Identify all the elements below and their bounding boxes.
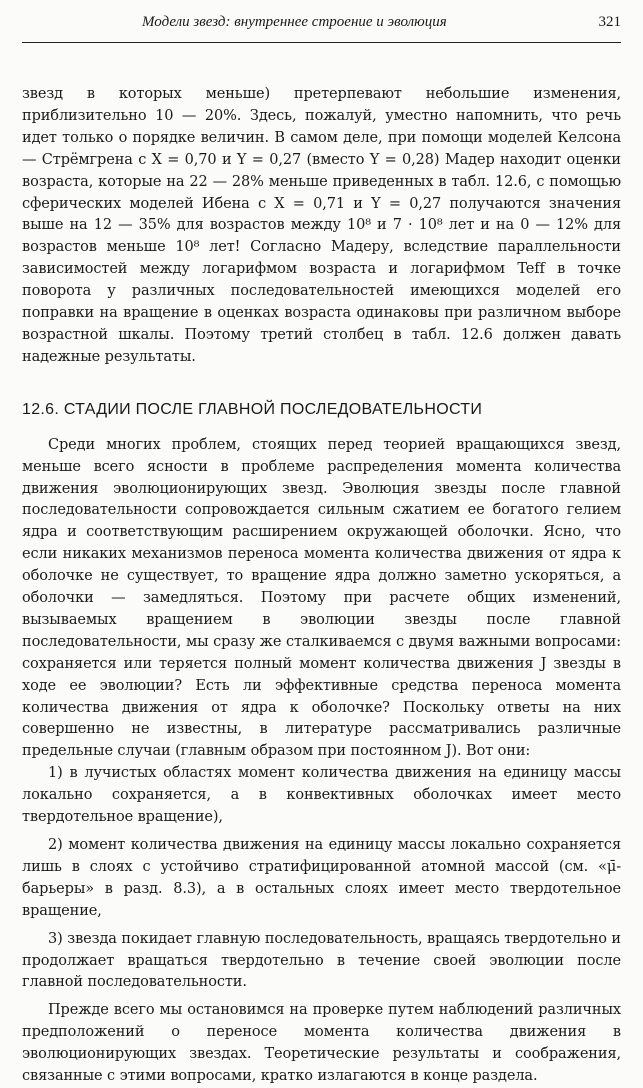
paragraph-intro: Среди многих проблем, стоящих перед теорией вращающихся звезд, меньше всего ясности в проблеме распределения момента количества движения эволюционирующих звезд. Эволюция звезды после главной последовательности сопровождается сильным сжатием ее богатого гелием ядра и соответствующим расширением окружающей оболочки. Ясно, что если никаких механизмов переноса момента количества движения от ядра к оболочке не существует, то вращение ядра должно заметно ускоряться, а оболочки — замедляться. Поэтому при расчете общих изменений, вызываемых вращением в эволюции звезды после главной последовательности, мы сразу же сталкиваемся с двумя важными вопросами: сохраняется или теряется полный момент количества движения J звезды в ходе ее эволюции? Есть ли эффективные средства переноса момента количества движения от ядра к оболочке? Поскольку ответы на них совершенно не известны, в литературе рассматривались различные предельные случаи (главным образом при постоянном J). Вот они:: [22, 436, 621, 760]
paragraph-continuation: звезд в которых меньше) претерпевают небольшие изменения, приблизительно 10 — 20%. Здесь, пожалуй, уместно напомнить, что речь идет только о порядке величин. В самом деле, при помощи моделей Келсона — Стрёмгрена с X = 0,70 и Y = 0,27 (вместо Y = 0,28) Мадер находит оценки возраста, которые на 22 — 28% меньше приведенных в табл. 12.6, с помощью сферических моделей Ибена с X = 0,71 и Y = 0,27 получаются значения выше на 12 — 35% для возрастов между 10⁸ и 7 · 10⁸ лет и на 0 — 12% для возрастов меньше 10⁸ лет! Согласно Мадеру, вследствие параллельности зависимостей между логарифмом возраста и логарифмом Teff в точке поворота у различных последовательностей имеющихся моделей его поправки на вращение в оценках возраста одинаковы при различном выборе возрастной шкалы. Поэтому третий столбец в табл. 12.6 должен давать надежные результаты.: [22, 86, 621, 365]
list-item-2: 2) момент количества движения на единицу массы локально сохраняется лишь в слоях с устойчиво стратифицированной атомной массой (см. «μ̄-барьеры» в разд. 8.3), а в остальных слоях имеет место твердотельное вращение,: [22, 837, 621, 919]
running-title: Модели звезд: внутреннее строение и эволюция: [142, 14, 447, 30]
section-heading: 12.6. СТАДИИ ПОСЛЕ ГЛАВНОЙ ПОСЛЕДОВАТЕЛЬНОСТИ: [22, 400, 483, 418]
running-head: [22, 14, 621, 31]
list-item-1: 1) в лучистых областях момент количества движения на единицу массы локально сохраняется, а в конвективных оболочках имеет место твердотельное вращение),: [22, 765, 621, 826]
paragraph-closing: Прежде всего мы остановимся на проверке путем наблюдений различных предположений о переносе момента количества движения в эволюционирующих звездах. Теоретические результаты и соображения, связанные с этими вопросами, кратко излагаются в конце раздела.: [22, 1002, 621, 1085]
body-text: [22, 84, 621, 1088]
header-rule: [22, 42, 621, 43]
list-item-3: 3) звезда покидает главную последовательность, вращаясь твердотельно и продолжает вращаться твердотельно в течение своей эволюции после главной последовательности.: [22, 930, 621, 991]
page-number: 321: [598, 14, 621, 30]
